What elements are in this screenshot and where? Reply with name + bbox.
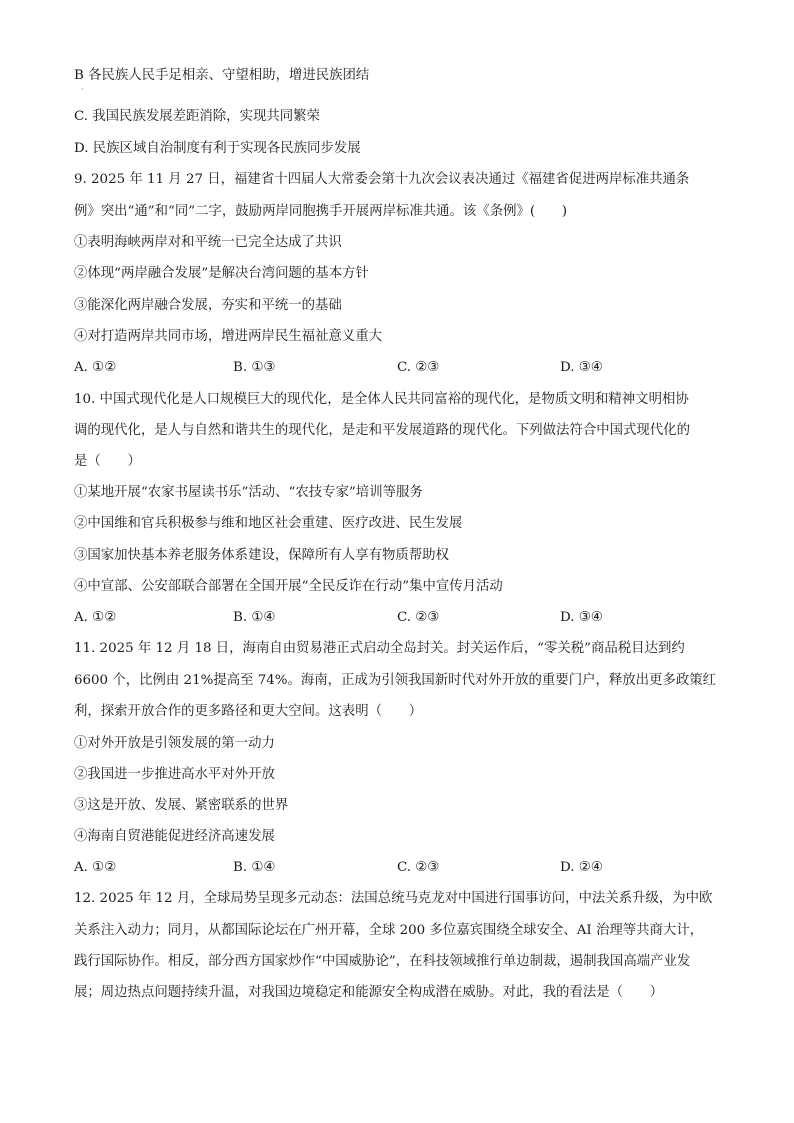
q9-item-3: ③能深化两岸融合发展，夯实和平统一的基础 — [74, 298, 342, 313]
q9-stem-line2: 例》突出“通”和“同”二字，鼓励两岸同胞携手开展两岸标准共通。该《条例》( ) — [74, 204, 568, 219]
q10-option-b[interactable]: B. ①④ — [233, 610, 276, 625]
q11-option-a[interactable]: A. ①② — [74, 860, 117, 875]
prev-option-b: B 各民族人民手足相亲、守望相助，增进民族团结 — [74, 68, 370, 83]
q10-stem-line1: 10. 中国式现代化是人口规模巨大的现代化，是全体人民共同富裕的现代化，是物质文明和精神文明相协 — [74, 392, 689, 407]
q9-item-2: ②体现“两岸融合发展”是解决台湾问题的基本方针 — [74, 266, 369, 281]
q11-option-c[interactable]: C. ②③ — [397, 860, 440, 875]
q9-item-1: ①表明海峡两岸对和平统一已完全达成了共识 — [74, 235, 342, 250]
q11-stem-line3: 利，探索开放合作的更多路径和更大空间。这表明（ ） — [74, 704, 423, 719]
prev-option-d: D. 民族区域自治制度有利于实现各民族同步发展 — [74, 141, 361, 156]
q10-item-2: ②中国维和官兵积极参与维和地区社会重建、医疗改进、民生发展 — [74, 516, 463, 531]
q11-stem-line2: 6600 个，比例由 21%提高至 74%。海南，正成为引领我国新时代对外开放的重要门户，释放出更多政策红 — [74, 673, 716, 688]
q10-option-d[interactable]: D. ③④ — [560, 610, 603, 625]
q12-stem-line2: 关系注入动力；同月，从都国际论坛在广州开幕，全球 200 多位嘉宾围绕全球安全、AI 治理等共商大计， — [74, 923, 704, 938]
prev-option-c: C. 我国民族发展差距消除，实现共同繁荣 — [74, 109, 320, 124]
q10-stem-line3: 是（ ） — [74, 454, 141, 469]
q11-option-d[interactable]: D. ②④ — [560, 860, 603, 875]
q12-stem-line1: 12. 2025 年 12 月，全球局势呈现多元动态：法国总统马克龙对中国进行国事访问，中法关系升级，为中欧 — [74, 891, 713, 906]
q10-item-3: ③国家加快基本养老服务体系建设，保障所有人享有物质帮助权 — [74, 548, 449, 563]
q12-stem-line4: 展；周边热点问题持续升温，对我国边境稳定和能源安全构成潜在威胁。对此，我的看法是（ ） — [74, 985, 664, 1000]
q9-option-c[interactable]: C. ②③ — [397, 360, 440, 375]
q11-option-b[interactable]: B. ①④ — [233, 860, 276, 875]
q10-item-1: ①某地开展“农家书屋读书乐”活动、“农技专家”培训等服务 — [74, 485, 423, 500]
q11-item-3: ③这是开放、发展、紧密联系的世界 — [74, 798, 289, 813]
q9-option-b[interactable]: B. ①③ — [233, 360, 276, 375]
q11-item-4: ④海南自贸港能促进经济高速发展 — [74, 829, 275, 844]
q11-item-1: ①对外开放是引领发展的第一动力 — [74, 736, 275, 751]
q9-option-a[interactable]: A. ①② — [74, 360, 117, 375]
q10-option-a[interactable]: A. ①② — [74, 610, 117, 625]
q10-option-c[interactable]: C. ②③ — [397, 610, 440, 625]
q11-stem-line1: 11. 2025 年 12 月 18 日，海南自由贸易港正式启动全岛封关。封关运作后，“零关税”商品税目达到约 — [74, 641, 685, 656]
q12-stem-line3: 践行国际协作。相反，部分西方国家炒作“中国威胁论”，在科技领域推行单边制裁，遏制我国高端产业发 — [74, 954, 691, 969]
q9-option-d[interactable]: D. ③④ — [560, 360, 603, 375]
q10-stem-line2: 调的现代化，是人与自然和谐共生的现代化，是走和平发展道路的现代化。下列做法符合中国式现代化的 — [74, 423, 690, 438]
q9-item-4: ④对打造两岸共同市场，增进两岸民生福祉意义重大 — [74, 329, 382, 344]
stray-mark: · — [81, 85, 84, 94]
q11-item-2: ②我国进一步推进高水平对外开放 — [74, 767, 275, 782]
q10-item-4: ④中宣部、公安部联合部署在全国开展“全民反诈在行动”集中宣传月活动 — [74, 579, 503, 594]
q9-stem-line1: 9. 2025 年 11 月 27 日，福建省十四届人大常委会第十九次会议表决通过《福建省促进两岸标准共通条 — [74, 172, 690, 187]
